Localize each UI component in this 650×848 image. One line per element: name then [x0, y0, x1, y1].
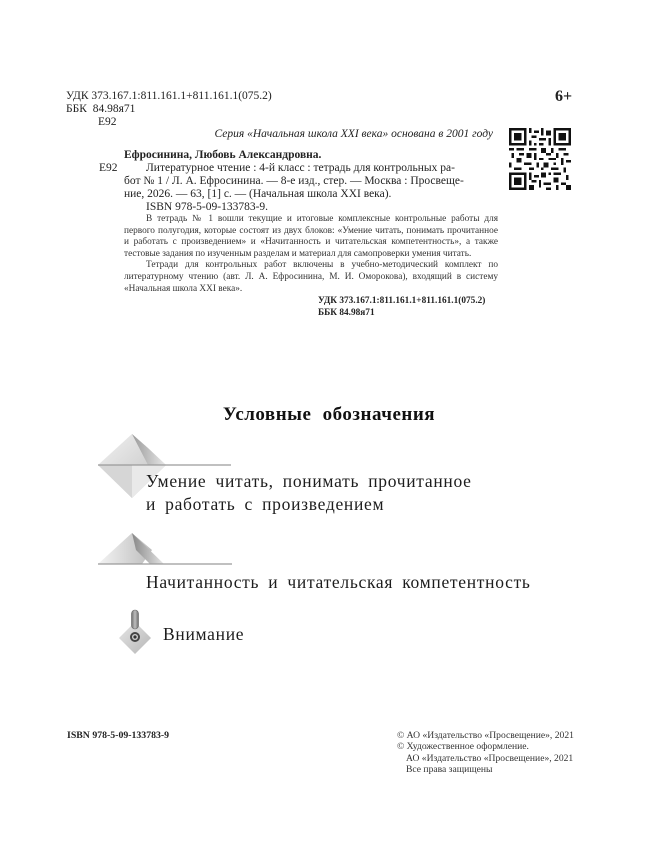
- legend-label-line: Умение читать, понимать прочитанное: [146, 471, 472, 491]
- udk-code: УДК 373.167.1:811.161.1+811.161.1(075.2): [66, 90, 272, 102]
- copyright-line: Все права защищены: [406, 764, 493, 776]
- bibliographic-description: [124, 162, 498, 214]
- description-line: ние, 2026. — 63, [1] с. — (Начальная школа XXI века).: [124, 188, 392, 200]
- copyright-line: АО «Издательство «Просвещение», 2021: [406, 752, 574, 764]
- bibliography-author-mark: Е92: [99, 162, 118, 174]
- copyright-line: © АО «Издательство «Просвещение», 2021: [397, 730, 574, 741]
- footer-isbn: ISBN 978-5-09-133783-9: [67, 730, 170, 741]
- legend-item-reading-skills: [146, 470, 472, 516]
- legend-title: Условные обозначения: [222, 404, 436, 425]
- annotation: [124, 214, 498, 295]
- copyright-block: [397, 730, 574, 776]
- annotation-paragraph: В тетрадь № 1 вошли текущие и итоговые комплексные контрольные работы для первого полугодия, которые состоят из двух блоков: «Умение читать, понимать прочитанное и работать с произведением» и «Начитанность и читательская компетентность», а также тестовые задания по изученным разделам и материал для самопроверки умения читать.: [124, 214, 498, 259]
- qr-code-icon: [509, 128, 571, 190]
- description-line: Литературное чтение : 4-й класс : тетрадь для контрольных ра-: [146, 162, 455, 174]
- legend-item-attention: Внимание: [163, 624, 245, 644]
- roof-icon: [96, 530, 236, 570]
- bbk-bold: ББК 84.98я71: [318, 307, 375, 318]
- udk-bold: УДК 373.167.1:811.161.1+811.161.1(075.2): [318, 296, 486, 306]
- series-note: Серия «Начальная школа XXI века» основана в 2001 году: [214, 128, 493, 140]
- age-rating: 6+: [555, 88, 573, 105]
- header-classification: [66, 90, 366, 129]
- legend-label-line: и работать с произведением: [146, 494, 385, 514]
- bbk-code: ББК 84.98я71: [66, 103, 136, 115]
- classification-bold: [318, 296, 485, 319]
- author-name: Ефросинина, Любовь Александровна.: [124, 149, 322, 161]
- legend-item-erudition: Начитанность и читательская компетентность: [146, 572, 531, 592]
- isbn-line: ISBN 978-5-09-133783-9.: [146, 201, 269, 213]
- author-mark: Е92: [98, 116, 117, 128]
- copyright-line: © Художественное оформление.: [397, 741, 529, 753]
- annotation-paragraph: Тетради для контрольных работ включены в учебно-методический комплект по литературному чтению (авт. Л. А. Ефросинина, М. И. Оморокова), входящий в систему «Начальная школа XXI века».: [124, 260, 498, 294]
- description-line: бот № 1 / Л. А. Ефросинина. — 8-е изд., стер. — Москва : Просвеще-: [124, 175, 464, 187]
- attention-icon: [114, 608, 156, 656]
